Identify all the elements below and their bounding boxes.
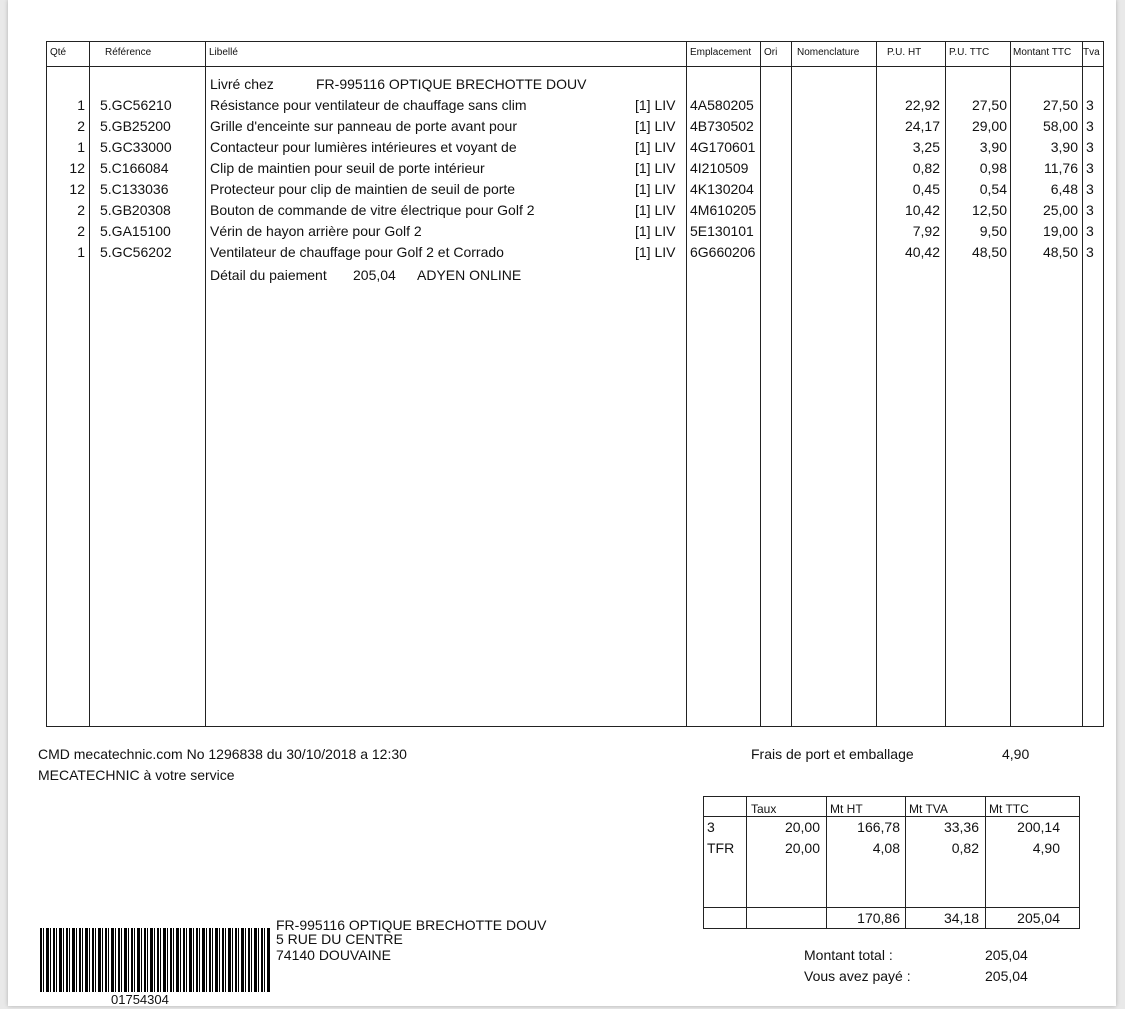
row-lib: Ventilateur de chauffage pour Golf 2 et Corrado	[210, 244, 504, 260]
header-pu-ttc: P.U. TTC	[949, 47, 990, 58]
row-ref: 5.C133036	[100, 181, 169, 197]
cmd-line: CMD mecatechnic.com No 1296838 du 30/10/2018 a 12:30	[38, 746, 407, 762]
row-lib: Résistance pour ventilateur de chauffage sans clim	[210, 97, 527, 113]
row-emp: 4K130204	[690, 181, 754, 197]
col-divider	[791, 42, 792, 726]
vat-row-mt-tva: 0,82	[951, 840, 979, 856]
livre-chez-value: FR-995116 OPTIQUE BRECHOTTE DOUV	[316, 76, 587, 92]
row-tva: 3	[1086, 244, 1094, 260]
vat-total-mt-ht: 170,86	[857, 910, 900, 926]
row-tva: 3	[1086, 223, 1094, 239]
livre-chez-label: Livré chez	[210, 76, 274, 92]
row-liv: [1] LIV	[635, 97, 676, 113]
row-pu-ht: 3,25	[912, 139, 940, 155]
vat-header-divider	[704, 816, 1079, 817]
header-nomenclature: Nomenclature	[797, 47, 860, 58]
row-liv: [1] LIV	[635, 118, 676, 134]
row-tva: 3	[1086, 118, 1094, 134]
vat-row-mt-ht: 4,08	[872, 840, 900, 856]
col-divider	[89, 42, 90, 726]
address-line3: 74140 DOUVAINE	[276, 947, 391, 963]
header-pu-ht: P.U. HT	[887, 47, 922, 58]
address-line1: FR-995116 OPTIQUE BRECHOTTE DOUV	[276, 917, 547, 933]
row-emp: 4A580205	[690, 97, 754, 113]
row-pu-ttc: 9,50	[979, 223, 1007, 239]
vat-table	[703, 796, 1080, 929]
row-pu-ht: 40,42	[904, 244, 940, 260]
row-liv: [1] LIV	[635, 223, 676, 239]
row-pu-ht: 10,42	[904, 202, 940, 218]
row-mt: 58,00	[1042, 118, 1078, 134]
row-tva: 3	[1086, 160, 1094, 176]
row-lib: Vérin de hayon arrière pour Golf 2	[210, 223, 422, 239]
row-mt: 11,76	[1044, 160, 1078, 176]
vat-row-mt-ht: 166,78	[857, 819, 900, 835]
montant-total-value: 205,04	[985, 947, 1028, 963]
row-qte: 1	[77, 139, 85, 155]
row-lib: Clip de maintien pour seuil de porte intérieur	[210, 160, 485, 176]
frais-label: Frais de port et emballage	[751, 746, 914, 762]
vat-row-code: 3	[707, 819, 715, 835]
row-pu-ttc: 27,50	[971, 97, 1007, 113]
row-emp: 4G170601	[690, 139, 756, 155]
vat-row-taux: 20,00	[784, 840, 820, 856]
row-pu-ttc: 3,90	[979, 139, 1007, 155]
row-qte: 2	[77, 202, 85, 218]
row-tva: 3	[1086, 181, 1094, 197]
header-libelle: Libellé	[209, 47, 238, 58]
header-reference: Référence	[105, 47, 152, 58]
row-ref: 5.GC33000	[100, 139, 172, 155]
row-emp: 4I210509	[690, 160, 749, 176]
row-tva: 3	[1086, 97, 1094, 113]
row-liv: [1] LIV	[635, 160, 676, 176]
paye-label: Vous avez payé :	[804, 968, 911, 984]
row-emp: 6G660206	[690, 244, 756, 260]
row-qte: 2	[77, 118, 85, 134]
paiement-amount: 205,04	[353, 267, 396, 283]
barcode-number: 01754304	[111, 992, 169, 1007]
paye-value: 205,04	[985, 968, 1028, 984]
row-pu-ttc: 0,54	[979, 181, 1007, 197]
row-qte: 2	[77, 223, 85, 239]
row-tva: 3	[1086, 139, 1094, 155]
col-divider	[686, 42, 687, 726]
paiement-method: ADYEN ONLINE	[417, 267, 522, 283]
row-liv: [1] LIV	[635, 181, 676, 197]
header-ori: Ori	[764, 47, 778, 58]
vat-total-divider	[704, 907, 1079, 908]
row-liv: [1] LIV	[635, 244, 676, 260]
row-emp: 4B730502	[690, 118, 754, 134]
header-qte: Qté	[50, 47, 67, 58]
row-mt: 19,00	[1042, 223, 1078, 239]
row-pu-ht: 24,17	[904, 118, 940, 134]
vat-total-mt-tva: 34,18	[943, 910, 979, 926]
col-divider	[1082, 42, 1083, 726]
row-lib: Contacteur pour lumières intérieures et voyant de	[210, 139, 517, 155]
row-ref: 5.GC56202	[100, 244, 172, 260]
row-liv: [1] LIV	[635, 202, 676, 218]
row-pu-ht: 7,92	[912, 223, 940, 239]
row-ref: 5.GA15100	[100, 223, 171, 239]
vat-header-taux: Taux	[751, 802, 777, 816]
vat-total-mt-ttc: 205,04	[1017, 910, 1060, 926]
address-line2: 5 RUE DU CENTRE	[276, 931, 403, 947]
row-pu-ttc: 48,50	[971, 244, 1007, 260]
vat-row-taux: 20,00	[784, 819, 820, 835]
row-ref: 5.GC56210	[100, 97, 172, 113]
vat-col-divider	[746, 797, 747, 928]
row-lib: Grille d'enceinte sur panneau de porte avant pour	[210, 118, 517, 134]
row-mt: 27,50	[1042, 97, 1078, 113]
row-pu-ht: 0,45	[912, 181, 940, 197]
row-pu-ht: 22,92	[904, 97, 940, 113]
row-pu-ttc: 0,98	[979, 160, 1007, 176]
row-qte: 1	[77, 244, 85, 260]
row-ref: 5.GB20308	[100, 202, 171, 218]
header-montant-ttc: Montant TTC	[1013, 47, 1072, 58]
vat-row-code: TFR	[707, 840, 735, 856]
row-emp: 4M610205	[690, 202, 757, 218]
row-mt: 48,50	[1042, 244, 1078, 260]
row-emp: 5E130101	[690, 223, 754, 239]
row-mt: 6,48	[1050, 181, 1078, 197]
row-mt: 3,90	[1050, 139, 1078, 155]
vat-header-mt-tva: Mt TVA	[909, 802, 948, 816]
row-lib: Bouton de commande de vitre électrique pour Golf 2	[210, 202, 535, 218]
vat-row-mt-ttc: 200,14	[1017, 819, 1060, 835]
service-line: MECATECHNIC à votre service	[38, 767, 235, 783]
row-ref: 5.GB25200	[100, 118, 171, 134]
row-liv: [1] LIV	[635, 139, 676, 155]
items-table	[46, 41, 1104, 727]
row-qte: 12	[69, 160, 85, 176]
vat-header-mt-ht: Mt HT	[830, 802, 863, 816]
row-lib: Protecteur pour clip de maintien de seuil de porte	[210, 181, 516, 197]
paiement-label: Détail du paiement	[210, 267, 327, 283]
col-divider	[760, 42, 761, 726]
row-qte: 1	[77, 97, 85, 113]
row-mt: 25,00	[1042, 202, 1078, 218]
row-pu-ht: 0,82	[912, 160, 940, 176]
row-ref: 5.C166084	[100, 160, 169, 176]
invoice-page	[8, 0, 1116, 1006]
montant-total-label: Montant total :	[804, 947, 893, 963]
row-qte: 12	[69, 181, 85, 197]
col-divider	[205, 42, 206, 726]
frais-value: 4,90	[1002, 746, 1030, 762]
vat-row-mt-tva: 33,36	[943, 819, 979, 835]
barcode	[40, 928, 270, 992]
row-tva: 3	[1086, 202, 1094, 218]
header-tva: Tva	[1083, 47, 1100, 58]
header-emplacement: Emplacement	[690, 47, 752, 58]
vat-header-mt-ttc: Mt TTC	[989, 802, 1029, 816]
row-pu-ttc: 12,50	[971, 202, 1007, 218]
row-pu-ttc: 29,00	[971, 118, 1007, 134]
vat-row-mt-ttc: 4,90	[1032, 840, 1060, 856]
